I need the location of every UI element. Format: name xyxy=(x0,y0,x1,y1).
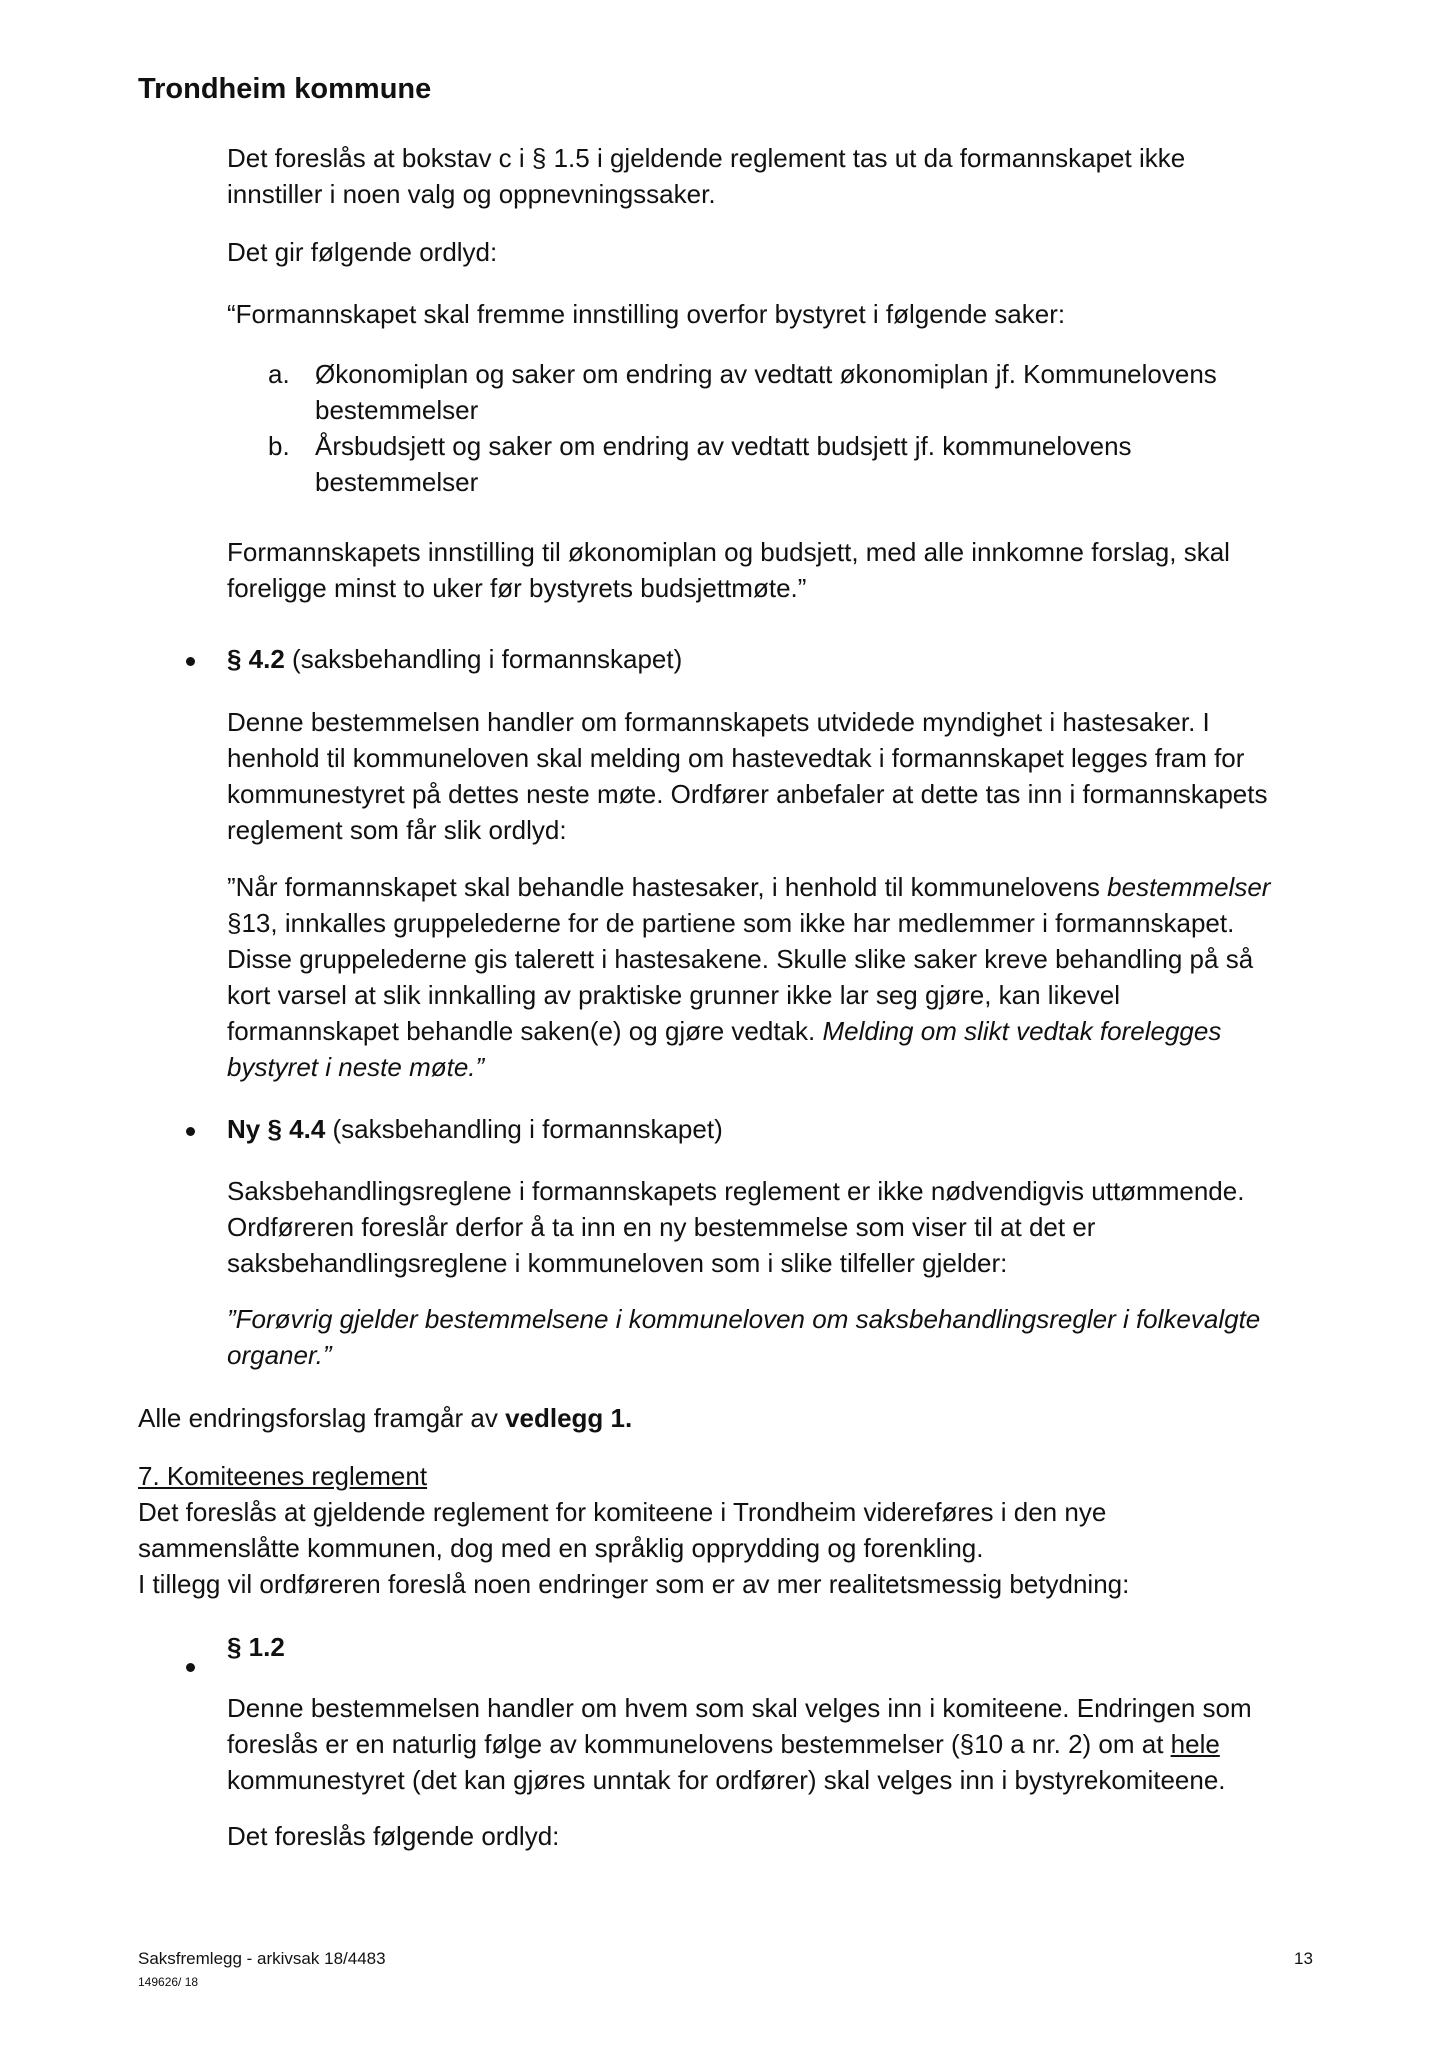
section-4-2-quote xyxy=(227,869,1270,1085)
section-4-2-heading-rest: (saksbehandling i formannskapet) xyxy=(284,644,683,674)
committee-line-2: sammenslåtte kommunen, dog med en språklig opprydding og forenkling. xyxy=(138,1533,984,1563)
section-4-4-quote-line-1: ”Forøvrig gjelder bestemmelsene i kommuneloven om saksbehandlingsregler i folkevalgte xyxy=(227,1304,1261,1334)
list-item-b-line-1: Årsbudsjett og saker om endring av vedtatt budsjett jf. kommunelovens xyxy=(315,431,1132,461)
section-1-2-wording-label: Det foreslås følgende ordlyd: xyxy=(227,1821,560,1851)
bullet-icon xyxy=(186,657,195,666)
section-4-4-line-3: saksbehandlingsreglene i kommuneloven som i slike tilfeller gjelder: xyxy=(227,1248,1008,1278)
section-4-2-line-1: Denne bestemmelsen handler om formannskapets utvidede myndighet i hastesaker. I xyxy=(227,707,1210,737)
all-changes-paragraph xyxy=(138,1400,632,1436)
quote-end-line-2: foreligge minst to uker før bystyrets budsjettmøte.” xyxy=(227,573,807,603)
section-4-4-paragraph xyxy=(227,1173,1244,1281)
intro-line-1: Det foreslås at bokstav c i § 1.5 i gjeldende reglement tas ut da formannskapet ikke xyxy=(227,143,1186,173)
section-4-4-heading xyxy=(227,1111,723,1147)
quote-start: “Formannskapet skal fremme innstilling overfor bystyret i følgende saker: xyxy=(227,299,1066,329)
list-item-a-line-1: Økonomiplan og saker om endring av vedtatt økonomiplan jf. Kommunelovens xyxy=(315,359,1217,389)
section-4-2-quote-line-6 xyxy=(227,1049,1270,1085)
list-item-a xyxy=(315,356,1217,428)
section-4-2-quote-line-5-plain: formannskapet behandle saken(e) og gjøre vedtak. xyxy=(227,1016,823,1046)
section-4-2-quote-line-1-italic: bestemmelser xyxy=(1107,872,1271,902)
section-1-2-line-3: kommunestyret (det kan gjøres unntak for ordfører) skal velges inn i bystyrekomiteene. xyxy=(227,1765,1226,1795)
section-4-2-quote-line-3: Disse gruppelederne gis talerett i hastesakene. Skulle slike saker kreve behandling på så xyxy=(227,944,1254,974)
page-number: 13 xyxy=(1294,1949,1313,1968)
committee-line-3: I tillegg vil ordføreren foreslå noen endringer som er av mer realitetsmessig betydning: xyxy=(138,1569,1130,1599)
list-marker-a: a. xyxy=(268,359,290,389)
section-4-2-line-2: henhold til kommuneloven skal melding om hastevedtak i formannskapet legges fram for xyxy=(227,743,1245,773)
bullet-icon xyxy=(186,1127,195,1136)
footer-document-id: 149626/ 18 xyxy=(138,1975,199,1989)
all-changes-plain: Alle endringsforslag framgår av xyxy=(138,1403,506,1433)
quote-end-paragraph xyxy=(227,534,1230,606)
section-1-2-heading xyxy=(227,1629,285,1665)
section-4-2-quote-line-1 xyxy=(227,869,1270,905)
page-header-organization: Trondheim kommune xyxy=(138,73,432,105)
section-1-2-line-1: Denne bestemmelsen handler om hvem som skal velges inn i komiteene. Endringen som xyxy=(227,1693,1252,1723)
bullet-icon xyxy=(186,1663,195,1672)
committee-section-title: 7. Komiteenes reglement xyxy=(138,1461,428,1491)
section-4-4-line-2: Ordføreren foreslår derfor å ta inn en ny bestemmelse som viser til at det er xyxy=(227,1212,1096,1242)
attachment-reference: vedlegg 1. xyxy=(505,1403,633,1433)
section-4-4-quote-line-2: organer.” xyxy=(227,1340,332,1370)
section-4-2-paragraph xyxy=(227,704,1268,848)
section-4-2-line-3: kommunestyret på dettes neste møte. Ordfører anbefaler at dette tas inn i formannskapets xyxy=(227,779,1268,809)
footer-case-reference: Saksfremlegg - arkivsak 18/4483 xyxy=(138,1949,386,1968)
section-1-2-line-2-underline: hele xyxy=(1170,1729,1220,1759)
intro-line-2: innstiller i noen valg og oppnevningssaker. xyxy=(227,179,716,209)
quote-end-line-1: Formannskapets innstilling til økonomiplan og budsjett, med alle innkomne forslag, skal xyxy=(227,537,1230,567)
section-4-2-quote-line-5 xyxy=(227,1013,1270,1049)
section-4-2-quote-line-6-italic: bystyret i neste møte.” xyxy=(227,1052,485,1082)
section-4-2-heading xyxy=(227,641,682,677)
intro-paragraph xyxy=(227,140,1185,212)
section-4-2-quote-line-4: kort varsel at slik innkalling av praktiske grunner ikke lar seg gjøre, kan likevel xyxy=(227,980,1121,1010)
list-marker-b: b. xyxy=(268,431,290,461)
list-item-a-line-2: bestemmelser xyxy=(315,395,479,425)
section-4-2-quote-line-1-plain: ”Når formannskapet skal behandle hastesaker, i henhold til kommunelovens xyxy=(227,872,1108,902)
section-1-2-heading-bold: § 1.2 xyxy=(227,1632,285,1662)
section-4-2-line-4: reglement som får slik ordlyd: xyxy=(227,815,567,845)
section-4-4-heading-bold: Ny § 4.4 xyxy=(227,1114,326,1144)
section-1-2-line-2 xyxy=(227,1726,1252,1762)
section-4-4-heading-rest: (saksbehandling i formannskapet) xyxy=(325,1114,723,1144)
list-item-b-line-2: bestemmelser xyxy=(315,467,479,497)
committee-line-1: Det foreslås at gjeldende reglement for komiteene i Trondheim videreføres i den nye xyxy=(138,1497,1107,1527)
section-4-4-line-1: Saksbehandlingsreglene i formannskapets reglement er ikke nødvendigvis uttømmende. xyxy=(227,1176,1245,1206)
section-4-2-quote-line-2: §13, innkalles gruppelederne for de partiene som ikke har medlemmer i formannskapet. xyxy=(227,908,1235,938)
section-4-2-heading-bold: § 4.2 xyxy=(227,644,285,674)
section-4-2-quote-line-5-italic: Melding om slikt vedtak forelegges xyxy=(822,1016,1222,1046)
section-1-2-paragraph xyxy=(227,1690,1252,1798)
section-1-2-line-2-plain: foreslås er en naturlig følge av kommunelovens bestemmelser (§10 a nr. 2) om at xyxy=(227,1729,1171,1759)
list-item-b xyxy=(315,428,1132,500)
committee-section xyxy=(138,1458,1129,1602)
wording-label: Det gir følgende ordlyd: xyxy=(227,237,498,267)
section-4-4-quote xyxy=(227,1301,1260,1373)
